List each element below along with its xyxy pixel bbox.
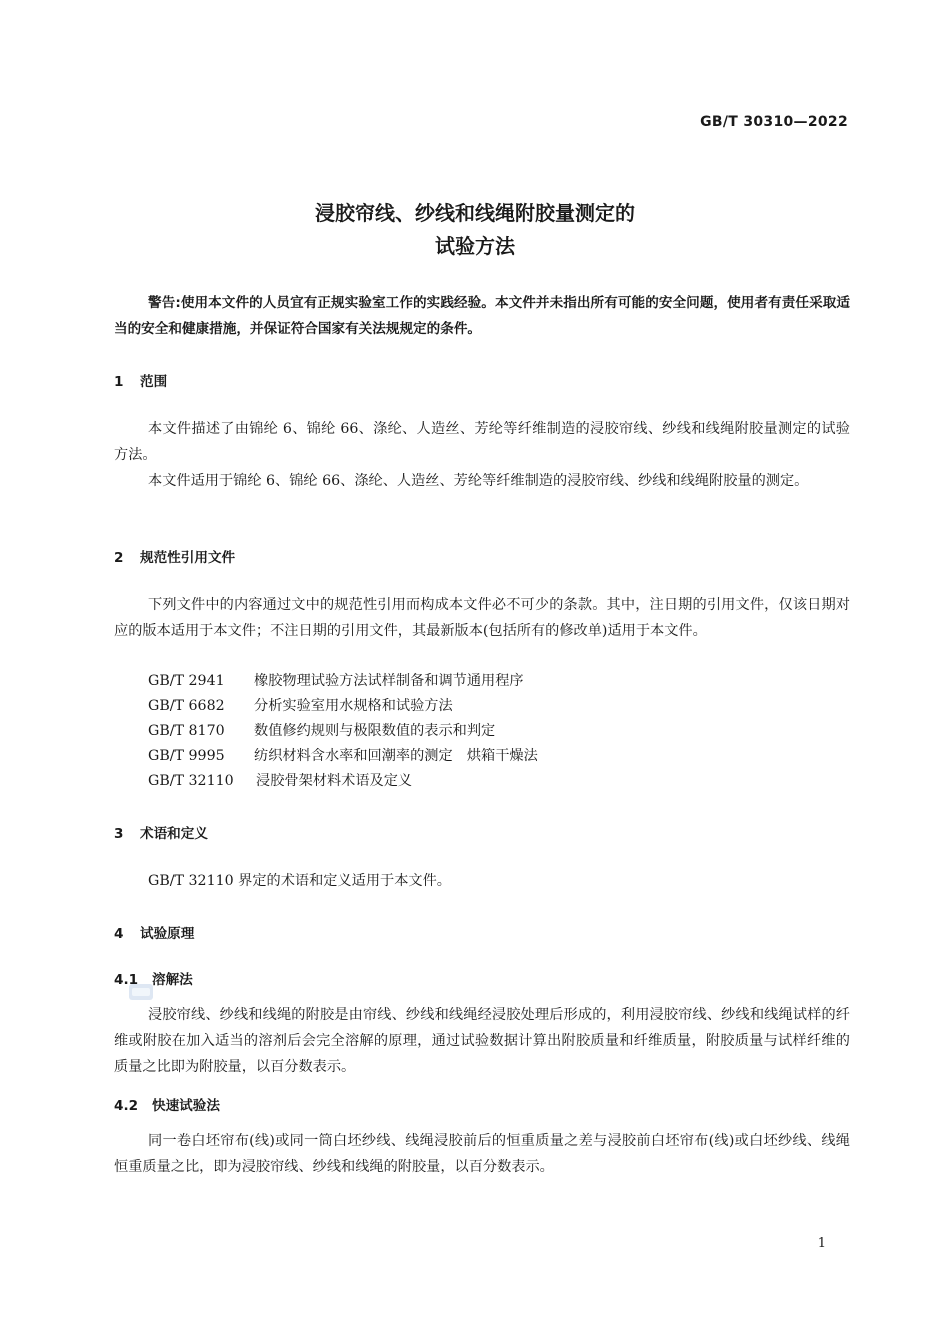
reference-code: GB/T 6682 [148,698,225,714]
reference-name: 浸胶骨架材料术语及定义 [256,773,413,789]
reference-item [148,670,524,690]
section-2-heading [114,546,235,566]
dissolution-method-paragraph: 浸胶帘线、纱线和线绳的附胶是由帘线、纱线和线绳经浸胶处理后形成的，利用浸胶帘线、纱线和线绳试样的纤维或附胶在加入适当的溶剂后会完全溶解的原理，通过试验数据计算出附胶质量和纤维质量，附胶质量与试样纤维的质量之比即为附胶量，以百分数表示。 [114,1007,850,1075]
section-number: 2 [114,550,124,566]
standard-number: GB/T 30310—2022 [700,114,848,130]
section-number: 4.2 [114,1098,139,1114]
section-4-1-heading [114,968,193,988]
section-number: 4.1 [114,972,139,988]
section-3-heading [114,822,208,842]
reference-code: GB/T 8170 [148,723,225,739]
section-title: 试验原理 [140,926,195,942]
reference-item [148,695,453,715]
section-title: 溶解法 [152,972,193,988]
section-4-heading [114,922,194,942]
section-title: 规范性引用文件 [140,550,236,566]
page-number: 1 [817,1236,826,1251]
terms-paragraph: GB/T 32110 界定的术语和定义适用于本文件。 [148,873,451,889]
normative-references-paragraph: 下列文件中的内容通过文中的规范性引用而构成本文件必不可少的条款。其中，注日期的引用文件，仅该日期对应的版本适用于本文件；不注日期的引用文件，其最新版本(包括所有的修改单)适用于本文件。 [114,597,850,639]
reference-name: 橡胶物理试验方法试样制备和调节通用程序 [254,673,524,689]
reference-code: GB/T 32110 [148,773,234,789]
section-title: 范围 [140,374,168,390]
watermark-logo [129,984,153,1000]
reference-item [148,770,412,790]
section-number: 4 [114,926,124,942]
section-title: 术语和定义 [140,826,208,842]
rapid-method-paragraph: 同一卷白坯帘布(线)或同一筒白坯纱线、线绳浸胶前后的恒重质量之差与浸胶前白坯帘布(线)或白坯纱线、线绳恒重质量之比，即为浸胶帘线、纱线和线绳的附胶量，以百分数表示。 [114,1133,850,1175]
document-title-line2: 试验方法 [435,234,515,258]
scope-paragraph-1: 本文件描述了由锦纶 6、锦纶 66、涤纶、人造丝、芳纶等纤维制造的浸胶帘线、纱线和线绳附胶量测定的试验方法。 [114,421,850,463]
section-number: 1 [114,374,124,390]
reference-item [148,745,538,765]
document-title-line1: 浸胶帘线、纱线和线绳附胶量测定的 [315,201,635,225]
reference-item [148,720,495,740]
scope-paragraph-2: 本文件适用于锦纶 6、锦纶 66、涤纶、人造丝、芳纶等纤维制造的浸胶帘线、纱线和线绳附胶量的测定。 [148,473,809,489]
reference-code: GB/T 2941 [148,673,225,689]
reference-name: 数值修约规则与极限数值的表示和判定 [254,723,496,739]
reference-code: GB/T 9995 [148,748,225,764]
section-4-2-heading [114,1094,220,1114]
reference-name: 纺织材料含水率和回潮率的测定 烘箱干燥法 [254,748,538,764]
section-number: 3 [114,826,124,842]
safety-warning: 警告:使用本文件的人员宜有正规实验室工作的实践经验。本文件并未指出所有可能的安全问题，使用者有责任采取适当的安全和健康措施，并保证符合国家有关法规规定的条件。 [114,295,850,337]
reference-name: 分析实验室用水规格和试验方法 [254,698,453,714]
section-1-heading [114,370,167,390]
section-title: 快速试验法 [152,1098,220,1114]
